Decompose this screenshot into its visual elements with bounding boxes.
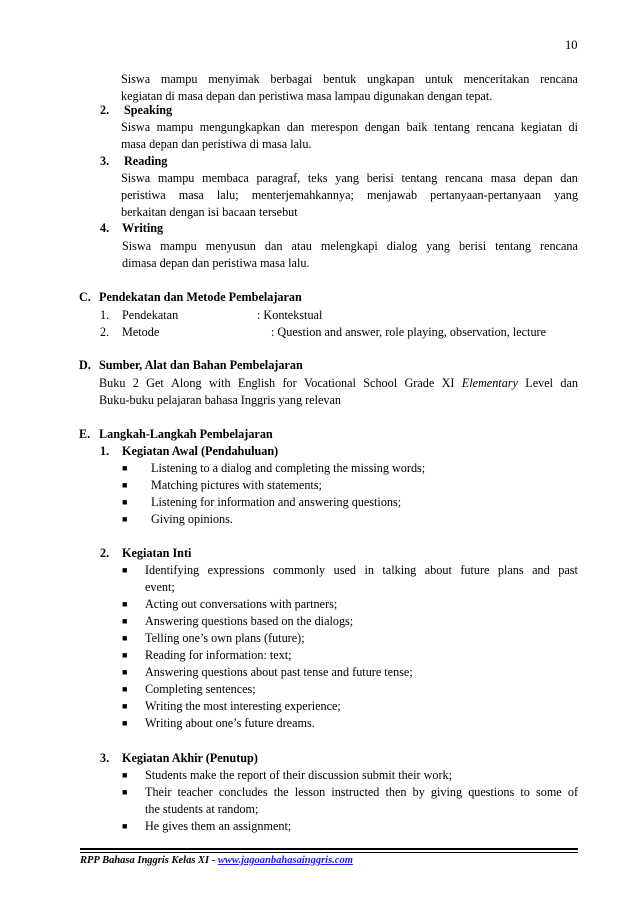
footer-rule (80, 852, 578, 853)
word: talking (382, 563, 417, 577)
word: berisi (366, 171, 394, 185)
step-title-core: Kegiatan Inti (122, 546, 192, 560)
word: some (535, 785, 562, 799)
word: then (385, 785, 407, 799)
word: tentang (433, 120, 470, 134)
section-letter: E. (79, 427, 91, 441)
word: paragraf, (256, 171, 301, 185)
approach-label: Pendekatan (122, 308, 179, 322)
word: ungkapan (367, 72, 415, 86)
page-number: 10 (565, 38, 578, 52)
bullet-icon: ■ (122, 667, 128, 677)
word: the (273, 785, 289, 799)
list-item-line-2: event; (145, 580, 175, 594)
word: future (460, 563, 490, 577)
word: berbagai (270, 72, 313, 86)
word: mampu (157, 171, 195, 185)
word: giving (430, 785, 463, 799)
list-item: Answering questions based on the dialogs; (145, 614, 354, 628)
source-line-1 (99, 376, 578, 391)
footer (80, 855, 353, 866)
list-item: Listening to a dialog and completing the missing words; (151, 461, 426, 475)
footer-text: RPP Bahasa Inggris Kelas XI - (80, 855, 218, 866)
section-d-title: Sumber, Alat dan Bahan Pembelajaran (99, 358, 303, 372)
section-c-title: Pendekatan dan Metode Pembelajaran (99, 290, 302, 304)
list-item: Answering questions about past tense and future tense; (145, 665, 413, 679)
footer-link[interactable]: www.jagoanbahasainggris.com (217, 855, 353, 866)
word: by (412, 785, 425, 799)
step-number: 1. (100, 444, 110, 458)
word: Siswa (121, 72, 151, 86)
bullet-icon: ■ (122, 650, 128, 660)
word: masa (178, 188, 204, 202)
word: of (567, 785, 578, 799)
bullet-icon: ■ (122, 770, 128, 780)
footer-rule (80, 848, 578, 850)
word: XI (441, 376, 455, 390)
word: yang (426, 239, 450, 253)
word: menceritakan (463, 72, 530, 86)
word: Grade (404, 376, 435, 390)
word: mampu (160, 239, 197, 253)
method-value: : Question and answer, role playing, observation, lecture (271, 325, 547, 339)
word: kegiatan (520, 120, 562, 134)
method-label: Metode (122, 325, 160, 339)
word: tentang (495, 239, 531, 253)
word: merespon (310, 120, 359, 134)
intro-line-1 (121, 72, 578, 87)
skill-title-reading: Reading (124, 154, 168, 168)
word: menyusun (205, 239, 256, 253)
reading-line-1 (121, 171, 578, 186)
word: rencana (476, 120, 515, 134)
word: peristiwa (121, 188, 166, 202)
word: Along (171, 376, 202, 390)
word: Vocational (304, 376, 356, 390)
bullet-icon: ■ (122, 565, 128, 575)
speaking-line-2: masa depan dan peristiwa di masa lalu. (121, 137, 312, 151)
list-item: He gives them an assignment; (145, 819, 292, 833)
word: Get (146, 376, 164, 390)
step-number: 3. (100, 751, 110, 765)
bullet-icon: ■ (122, 821, 128, 831)
word: concludes (218, 785, 268, 799)
word: with (208, 376, 231, 390)
bullet-icon: ■ (122, 497, 128, 507)
word: di (568, 120, 578, 134)
word: dan (560, 171, 578, 185)
word: for (282, 376, 297, 390)
word: plans (497, 563, 524, 577)
word: bentuk (323, 72, 357, 86)
word: to (520, 785, 530, 799)
word: mengungkapkan (199, 120, 281, 134)
list-item: Telling one’s own plans (future); (145, 631, 305, 645)
word: about (424, 563, 452, 577)
bullet-icon: ■ (122, 701, 128, 711)
bullet-icon: ■ (122, 684, 128, 694)
section-letter: D. (79, 358, 91, 372)
word: dengan (364, 120, 400, 134)
section-letter: C. (79, 290, 91, 304)
word: used (333, 563, 356, 577)
word: dan (560, 376, 578, 390)
list-item: Students make the report of their discussion submit their work; (145, 768, 453, 782)
skill-number: 4. (100, 221, 110, 235)
speaking-line-1 (121, 120, 578, 135)
word: expressions (207, 563, 265, 577)
word: lalu; (216, 188, 239, 202)
word: tentang (401, 171, 438, 185)
word: membaca (202, 171, 249, 185)
list-number: 1. (100, 308, 110, 322)
bullet-icon: ■ (122, 480, 128, 490)
word: Siswa (122, 239, 152, 253)
writing-line-1 (122, 239, 578, 254)
word: commonly (273, 563, 326, 577)
bullet-icon: ■ (122, 616, 128, 626)
word: Their (145, 785, 172, 799)
section-e-title: Langkah-Langkah Pembelajaran (99, 427, 273, 441)
list-item: Listening for information and answering questions; (151, 495, 402, 509)
word: lesson (294, 785, 326, 799)
word: Buku (99, 376, 126, 390)
list-item-line-1 (145, 563, 578, 578)
skill-title-writing: Writing (122, 221, 164, 235)
word: rencana (540, 72, 578, 86)
word: dialog (386, 239, 418, 253)
word: pertanyaan-pertanyaan (430, 188, 542, 202)
word: 2 (132, 376, 139, 390)
word: questions (468, 785, 515, 799)
word: and (532, 563, 550, 577)
word: Identifying (145, 563, 200, 577)
bullet-icon: ■ (122, 787, 128, 797)
word: School (363, 376, 398, 390)
word: Elementary (461, 376, 518, 390)
skill-number: 2. (100, 103, 110, 117)
word: baik (406, 120, 428, 134)
list-item: Matching pictures with statements; (151, 478, 322, 492)
skill-number: 3. (100, 154, 110, 168)
word: teks (307, 171, 328, 185)
word: instructed (331, 785, 380, 799)
word: menterjemahkannya; (251, 188, 354, 202)
word: yang (554, 188, 578, 202)
reading-line-3: berkaitan dengan isi bacaan tersebut (121, 205, 298, 219)
list-item: Completing sentences; (145, 682, 256, 696)
word: mampu (156, 120, 194, 134)
bullet-icon: ■ (122, 514, 128, 524)
bullet-icon: ■ (122, 599, 128, 609)
writing-line-2: dimasa depan dan peristiwa masa lalu. (122, 256, 310, 270)
list-item: Giving opinions. (151, 512, 233, 526)
word: yang (335, 171, 359, 185)
word: berisi (459, 239, 487, 253)
word: dan (264, 239, 283, 253)
word: masa (490, 171, 516, 185)
word: untuk (425, 72, 453, 86)
word: Level (525, 376, 554, 390)
word: menjawab (366, 188, 418, 202)
word: rencana (445, 171, 483, 185)
source-line-2: Buku-buku pelajaran bahasa Inggris yang relevan (99, 393, 341, 407)
word: English (237, 376, 276, 390)
word: in (364, 563, 374, 577)
word: teacher (177, 785, 213, 799)
intro-line-2: kegiatan di masa depan dan peristiwa masa lampau digunakan dengan tepat. (121, 89, 493, 103)
step-number: 2. (100, 546, 110, 560)
word: depan (523, 171, 553, 185)
step-title-opening: Kegiatan Awal (Pendahuluan) (122, 444, 279, 458)
word: mampu (160, 72, 198, 86)
reading-line-2 (121, 188, 578, 203)
word: Siswa (121, 171, 151, 185)
word: atau (291, 239, 312, 253)
word: rencana (540, 239, 578, 253)
bullet-icon: ■ (122, 718, 128, 728)
list-number: 2. (100, 325, 110, 339)
list-item-line-2: the students at random; (145, 802, 259, 816)
bullet-icon: ■ (122, 463, 128, 473)
list-item: Writing the most interesting experience; (145, 699, 341, 713)
word: past (558, 563, 578, 577)
bullet-icon: ■ (122, 633, 128, 643)
approach-value: : Kontekstual (257, 308, 323, 322)
step-title-closing: Kegiatan Akhir (Penutup) (122, 751, 258, 765)
list-item: Acting out conversations with partners; (145, 597, 338, 611)
list-item: Writing about one’s future dreams. (145, 716, 315, 730)
word: Siswa (121, 120, 151, 134)
list-item-line-1 (145, 785, 578, 800)
word: menyimak (208, 72, 260, 86)
skill-title-speaking: Speaking (124, 103, 173, 117)
word: dan (286, 120, 305, 134)
list-item: Reading for information: text; (145, 648, 292, 662)
word: melengkapi (320, 239, 378, 253)
